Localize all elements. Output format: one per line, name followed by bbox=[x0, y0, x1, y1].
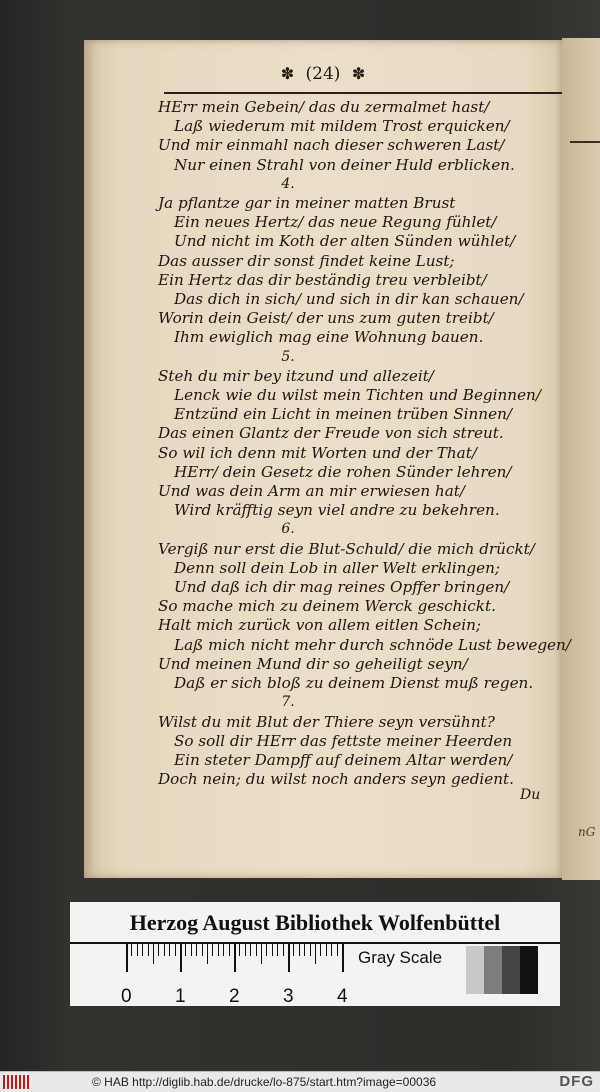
verse-line: So wil ich denn mit Worten und der That/ bbox=[158, 443, 477, 462]
ruler-tick bbox=[337, 942, 338, 956]
verse-line: So soll dir HErr das fettste meiner Heerden bbox=[174, 731, 513, 750]
next-page-header-rule bbox=[570, 141, 600, 143]
ornament-left-icon: ✽ bbox=[280, 64, 295, 83]
ruler-tick bbox=[234, 942, 236, 972]
verse-line: So mache mich zu deinem Werck geschickt. bbox=[158, 597, 496, 616]
library-name: Herzog August Bibliothek Wolfenbüttel bbox=[129, 910, 501, 935]
verse-line: Und mir einmahl nach dieser schweren Last/ bbox=[158, 136, 505, 155]
ruler-tick bbox=[310, 942, 311, 956]
color-target bbox=[70, 902, 560, 1006]
ruler-label: 3 bbox=[283, 986, 294, 1007]
gray-swatch bbox=[484, 946, 502, 994]
stanza-number: 5. bbox=[281, 348, 295, 365]
verse-line: Ein neues Hertz/ das neue Regung fühlet/ bbox=[174, 213, 497, 232]
ruler-tick bbox=[153, 942, 154, 964]
book-page bbox=[84, 40, 571, 878]
ruler-tick bbox=[342, 942, 344, 972]
ruler-tick bbox=[277, 942, 278, 956]
ruler-tick bbox=[223, 942, 224, 956]
ornament-right-icon: ✽ bbox=[351, 64, 366, 83]
ruler-tick bbox=[326, 942, 327, 956]
verse-line: Ein Hertz das dir beständig treu verbleibt/ bbox=[158, 270, 487, 289]
verse-line: Und nicht im Koth der alten Sünden wühlet/ bbox=[174, 232, 516, 251]
ruler-tick bbox=[137, 942, 138, 956]
ruler-tick bbox=[320, 942, 321, 956]
ruler-tick bbox=[126, 942, 128, 972]
verse-line: HErr mein Gebein/ das du zermalmet hast/ bbox=[158, 98, 490, 116]
verse-line: Das dich in sich/ und sich in dir kan schauen/ bbox=[174, 290, 524, 309]
ruler-label: 2 bbox=[229, 986, 240, 1007]
stanza-number: 7. bbox=[281, 694, 295, 711]
viewer-footer bbox=[0, 1071, 600, 1092]
ruler-tick bbox=[169, 942, 170, 956]
dfg-logo: DFG bbox=[559, 1073, 594, 1090]
ruler-tick bbox=[164, 942, 165, 956]
verse-line: Lenck wie du wilst mein Tichten und Beginnen/ bbox=[174, 386, 541, 405]
verse-line: Laß wiederum mit mildem Trost erquicken/ bbox=[174, 117, 510, 136]
verse-line: Vergiß nur erst die Blut-Schuld/ die mich drückt/ bbox=[158, 539, 535, 558]
stanza-number: 6. bbox=[281, 521, 295, 538]
next-page-catchword: nG bbox=[578, 825, 596, 839]
ruler-tick bbox=[229, 942, 230, 956]
ruler-tick bbox=[185, 942, 186, 956]
page-number: (24) bbox=[305, 64, 341, 84]
ruler-tick bbox=[283, 942, 284, 956]
ruler-tick bbox=[261, 942, 262, 964]
ruler-tick bbox=[218, 942, 219, 956]
ruler-tick bbox=[158, 942, 159, 956]
hymn-text bbox=[158, 98, 571, 789]
verse-line: Und meinen Mund dir so geheiligt seyn/ bbox=[158, 654, 468, 673]
verse-line: Halt mich zurück von allem eitlen Schein; bbox=[158, 616, 481, 635]
ruler-tick bbox=[288, 942, 290, 972]
catchword: Du bbox=[520, 787, 541, 803]
next-page-edge bbox=[562, 38, 600, 880]
verse-line: Ihm ewiglich mag eine Wohnung bauen. bbox=[174, 328, 484, 347]
verse-line: Steh du mir bey itzund und allezeit/ bbox=[158, 366, 434, 385]
verse-line: Laß mich nicht mehr durch schnöde Lust bewegen/ bbox=[174, 635, 571, 654]
ruler-label: 4 bbox=[337, 986, 348, 1007]
verse-line: Ja pflantze gar in meiner matten Brust bbox=[158, 194, 456, 213]
ruler-tick bbox=[304, 942, 305, 956]
ruler-tick bbox=[175, 942, 176, 956]
header-rule bbox=[164, 92, 562, 94]
verse-line: Ein steter Dampff auf deinem Altar werden/ bbox=[174, 750, 513, 769]
ruler-tick bbox=[148, 942, 149, 956]
verse-line: Denn soll dein Lob in aller Welt erklingen; bbox=[174, 558, 501, 577]
ruler-tick bbox=[131, 942, 132, 956]
verse-line: Entzünd ein Licht in meinen trüben Sinnen/ bbox=[174, 405, 512, 424]
ruler-tick bbox=[331, 942, 332, 956]
ruler-label: 1 bbox=[175, 986, 186, 1007]
ruler-tick bbox=[245, 942, 246, 956]
source-credit: © HAB http://diglib.hab.de/drucke/lo-875/start.htm?image=00036 bbox=[92, 1075, 437, 1089]
ruler-tick bbox=[207, 942, 208, 964]
page-header bbox=[84, 64, 562, 84]
verse-line: Und was dein Arm an mir erwiesen hat/ bbox=[158, 482, 465, 501]
ruler-tick bbox=[315, 942, 316, 964]
verse-line: Worin dein Geist/ der uns zum guten treibt/ bbox=[158, 309, 494, 328]
ruler-label: 0 bbox=[121, 986, 132, 1007]
verse-line: Nur einen Strahl von deiner Huld erblicken. bbox=[174, 155, 515, 174]
verse-line: Wird kräfftig seyn viel andre zu bekehren. bbox=[174, 501, 500, 520]
gray-scale-label: Gray Scale bbox=[358, 948, 443, 967]
ruler-tick bbox=[272, 942, 273, 956]
ruler-tick bbox=[256, 942, 257, 956]
hab-logo-icon bbox=[3, 1075, 29, 1089]
gray-swatch bbox=[448, 946, 466, 994]
verse-line: Wilst du mit Blut der Thiere seyn versühnt? bbox=[158, 712, 495, 731]
gray-swatch bbox=[502, 946, 520, 994]
verse-line: Das ausser dir sonst findet keine Lust; bbox=[158, 251, 455, 270]
verse-line: Das einen Glantz der Freude von sich streut. bbox=[158, 424, 504, 443]
gray-scale-swatches bbox=[448, 946, 538, 994]
ruler-tick bbox=[191, 942, 192, 956]
ruler-tick bbox=[180, 942, 182, 972]
ruler-tick bbox=[212, 942, 213, 956]
gray-swatch bbox=[520, 946, 538, 994]
verse-line: Und daß ich dir mag reines Opffer bringen/ bbox=[174, 578, 510, 597]
centimeter-ruler bbox=[121, 942, 356, 1007]
ruler-tick bbox=[202, 942, 203, 956]
ruler-tick bbox=[239, 942, 240, 956]
verse-line: Daß er sich bloß zu deinem Dienst muß regen. bbox=[174, 674, 534, 693]
ruler-tick bbox=[142, 942, 143, 956]
ruler-tick bbox=[266, 942, 267, 956]
ruler-tick bbox=[299, 942, 300, 956]
verse-line: Doch nein; du wilst noch anders seyn gedient. bbox=[158, 770, 514, 789]
verse-line: HErr/ dein Gesetz die rohen Sünder lehren/ bbox=[174, 462, 512, 481]
ruler-tick bbox=[250, 942, 251, 956]
gray-swatch bbox=[466, 946, 484, 994]
ruler-tick bbox=[196, 942, 197, 956]
stanza-number: 4. bbox=[281, 175, 295, 192]
ruler-tick bbox=[293, 942, 294, 956]
